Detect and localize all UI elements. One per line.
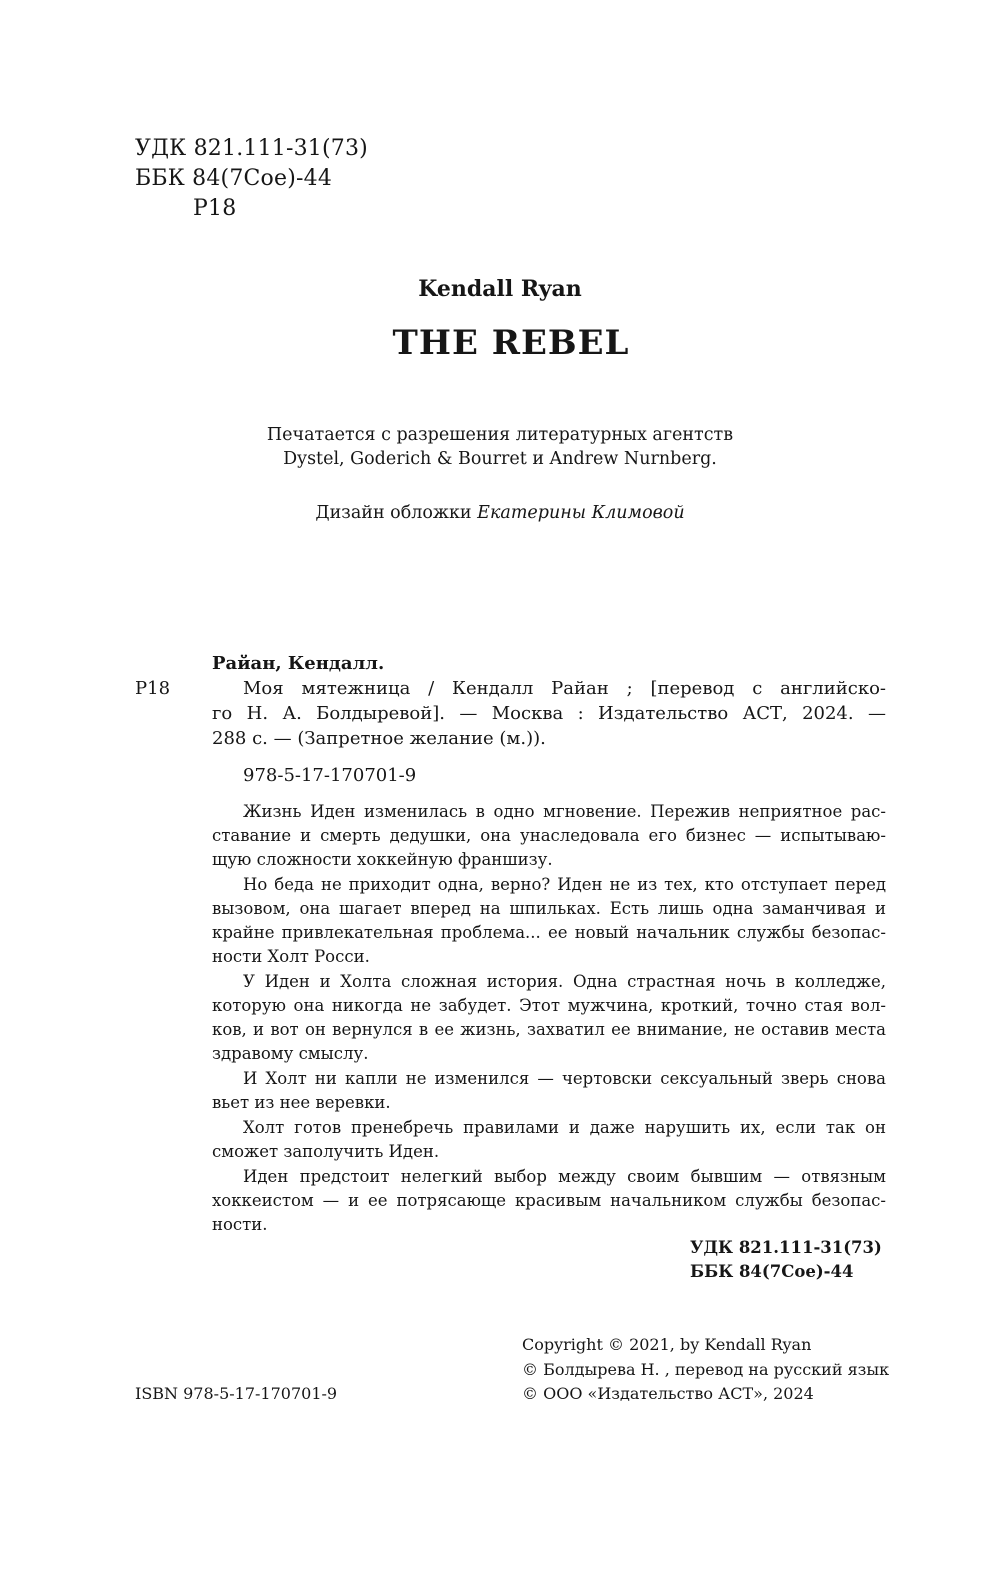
annotation-line: крайне привлекательная проблема... ее новый начальник службы безопас- bbox=[212, 923, 886, 942]
annotation-line: И Холт ни капли не изменился — чертовски сексуальный зверь снова bbox=[243, 1069, 886, 1088]
catalog-line-3: 288 с. — (Запретное желание (м.)). bbox=[212, 728, 546, 749]
annotation-line: вьет из нее веревки. bbox=[212, 1093, 391, 1112]
author-mark: Р18 bbox=[193, 196, 237, 221]
annotation-line: Иден предстоит нелегкий выбор между своим бывшим — отвязным bbox=[243, 1167, 886, 1186]
catalog-isbn: 978-5-17-170701-9 bbox=[243, 765, 417, 786]
original-author: Kendall Ryan bbox=[418, 276, 582, 302]
bbk-code: ББК 84(7Сое)-44 bbox=[135, 166, 333, 191]
annotation-line: ков, и вот он вернулся в ее жизнь, захватил ее внимание, не оставив места bbox=[212, 1020, 886, 1039]
permission-line-1: Печатается с разрешения литературных агентств bbox=[266, 425, 734, 445]
isbn: ISBN 978-5-17-170701-9 bbox=[135, 1384, 338, 1403]
annotation-line: Холт готов пренебречь правилами и даже нарушить их, если так он bbox=[243, 1118, 886, 1137]
cover-design-credit bbox=[0, 505, 1000, 523]
annotation-line: Жизнь Иден изменилась в одно мгновение. Пережив неприятное рас- bbox=[243, 802, 886, 821]
annotation-line: У Иден и Холта сложная история. Одна страстная ночь в колледже, bbox=[243, 972, 886, 991]
udk-code: УДК 821.111-31(73) bbox=[135, 136, 368, 161]
permission-line-2: Dystel, Goderich & Bourret и Andrew Nurnberg. bbox=[283, 449, 717, 469]
annotation-line: щую сложности хоккейную франшизу. bbox=[212, 850, 553, 869]
catalog-line-2: го Н. А. Болдыревой]. — Москва : Издательство АСТ, 2024. — bbox=[212, 703, 886, 724]
bottom-bbk-code: ББК 84(7Сое)-44 bbox=[690, 1262, 854, 1281]
annotation-line: сможет заполучить Иден. bbox=[212, 1142, 440, 1161]
annotation-line: которую она никогда не забудет. Этот мужчина, кроткий, точно стая вол- bbox=[212, 996, 886, 1015]
original-title: THE REBEL bbox=[392, 323, 630, 363]
catalog-line-1: Моя мятежница / Кендалл Райан ; [перевод с английско- bbox=[243, 678, 886, 699]
annotation-line: хоккеистом — и ее потрясающе красивым начальником службы безопас- bbox=[212, 1191, 886, 1210]
catalog-mark: Р18 bbox=[135, 678, 171, 699]
annotation-line: ности Холт Росси. bbox=[212, 947, 370, 966]
annotation-line: здравому смыслу. bbox=[212, 1044, 369, 1063]
annotation-line: вызовом, она шагает вперед на шпильках. Есть лишь одна заманчивая и bbox=[212, 899, 886, 918]
copyright-line-2: © Болдырева Н. , перевод на русский язык bbox=[522, 1360, 890, 1379]
designer-name: Екатерины Климовой bbox=[477, 503, 685, 523]
catalog-heading: Райан, Кендалл. bbox=[212, 653, 385, 674]
design-prefix: Дизайн обложки bbox=[315, 503, 472, 523]
bottom-udk-code: УДК 821.111-31(73) bbox=[690, 1238, 882, 1257]
copyright-line-3: © ООО «Издательство АСТ», 2024 bbox=[522, 1384, 814, 1403]
copyright-line-1: Copyright © 2021, by Kendall Ryan bbox=[522, 1335, 812, 1354]
annotation-line: Но беда не приходит одна, верно? Иден не из тех, кто отступает перед bbox=[243, 875, 886, 894]
annotation-line: ставание и смерть дедушки, она унаследовала его бизнес — испытываю- bbox=[212, 826, 886, 845]
annotation-line: ности. bbox=[212, 1215, 268, 1234]
